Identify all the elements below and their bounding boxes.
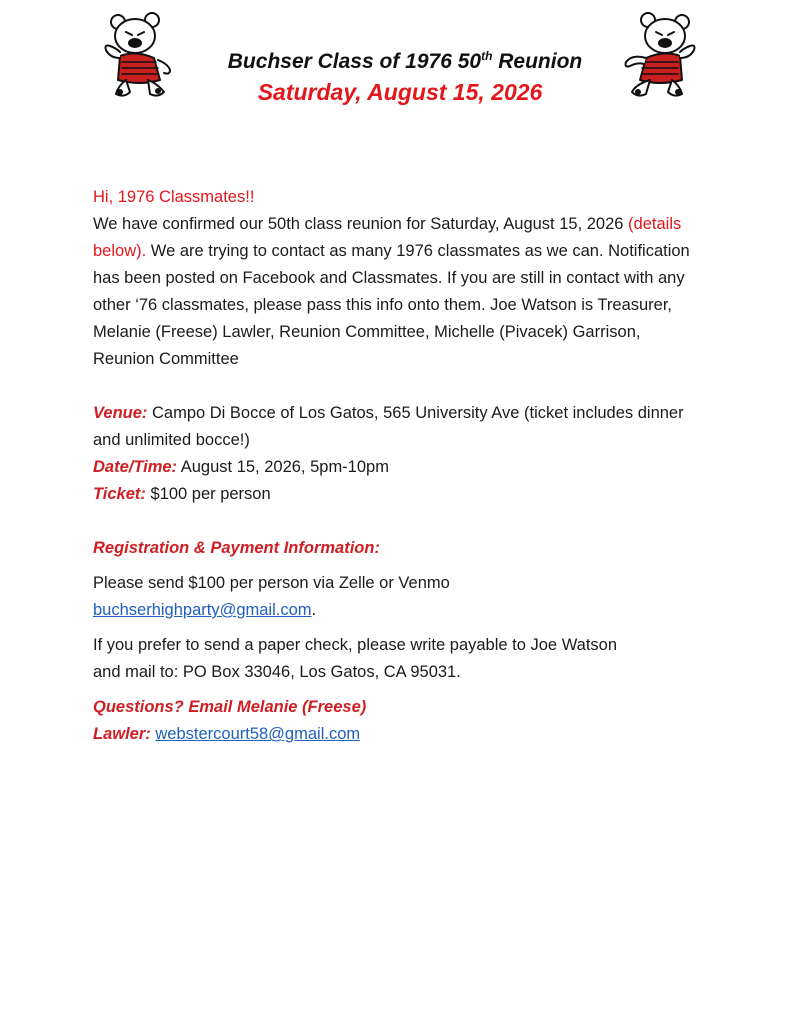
intro-text — [93, 211, 705, 373]
reunion-title — [160, 48, 650, 76]
reunion-date: Saturday, August 15, 2026 — [257, 79, 543, 105]
datetime-line — [93, 454, 705, 481]
title-main: Buchser Class of 1976 50 — [227, 50, 482, 73]
venue-line — [93, 400, 705, 454]
questions-email-link[interactable]: webstercourt58@gmail.com — [155, 725, 361, 743]
ticket-value: $100 per person — [145, 485, 271, 503]
venue-label: Venue: — [93, 404, 148, 422]
event-details — [93, 400, 705, 508]
title-superscript: th — [481, 49, 493, 63]
title-end: Reunion — [492, 50, 583, 73]
questions-paragraph — [93, 694, 393, 748]
flyer-body — [93, 184, 705, 748]
greeting: Hi, 1976 Classmates!! — [93, 188, 255, 206]
intro-text-part2: We are trying to contact as many 1976 classmates as we can. Notification has been posted on Facebook and Classmates. If you are still in contact with any other ‘76 classmates, please pass this info onto them. Joe Watson is Treasurer, Melanie (Freese) Lawler, Reunion Committee, Michelle (Pivacek) Garrison, Reunion Committee — [93, 242, 690, 368]
ticket-label: Ticket: — [93, 485, 146, 503]
flyer-header — [150, 48, 650, 108]
registration-heading: Registration & Payment Information: — [93, 539, 380, 557]
datetime-label: Date/Time: — [93, 458, 178, 476]
payment-email-link[interactable]: buchserhighparty@gmail.com — [93, 601, 312, 619]
payment-end: . — [311, 601, 317, 619]
ticket-line — [93, 481, 705, 508]
intro-text-part1: We have confirmed our 50th class reunion for Saturday, August 15, 2026 — [93, 215, 629, 233]
payment-text: Please send $100 per person via Zelle or Venmo — [93, 574, 450, 592]
payment-paragraph — [93, 570, 513, 624]
details-note: (details below). — [93, 215, 682, 260]
venue-value: Campo Di Bocce of Los Gatos, 565 University Ave (ticket includes dinner and unlimited bocce!) — [93, 404, 684, 449]
datetime-value: August 15, 2026, 5pm-10pm — [177, 458, 389, 476]
questions-label: Questions? Email Melanie (Freese) Lawler: — [93, 698, 367, 743]
intro-paragraph — [93, 184, 705, 373]
check-paragraph: If you prefer to send a paper check, please write payable to Joe Watson and mail to: PO Box 33046, Los Gatos, CA 95031. — [93, 636, 618, 681]
